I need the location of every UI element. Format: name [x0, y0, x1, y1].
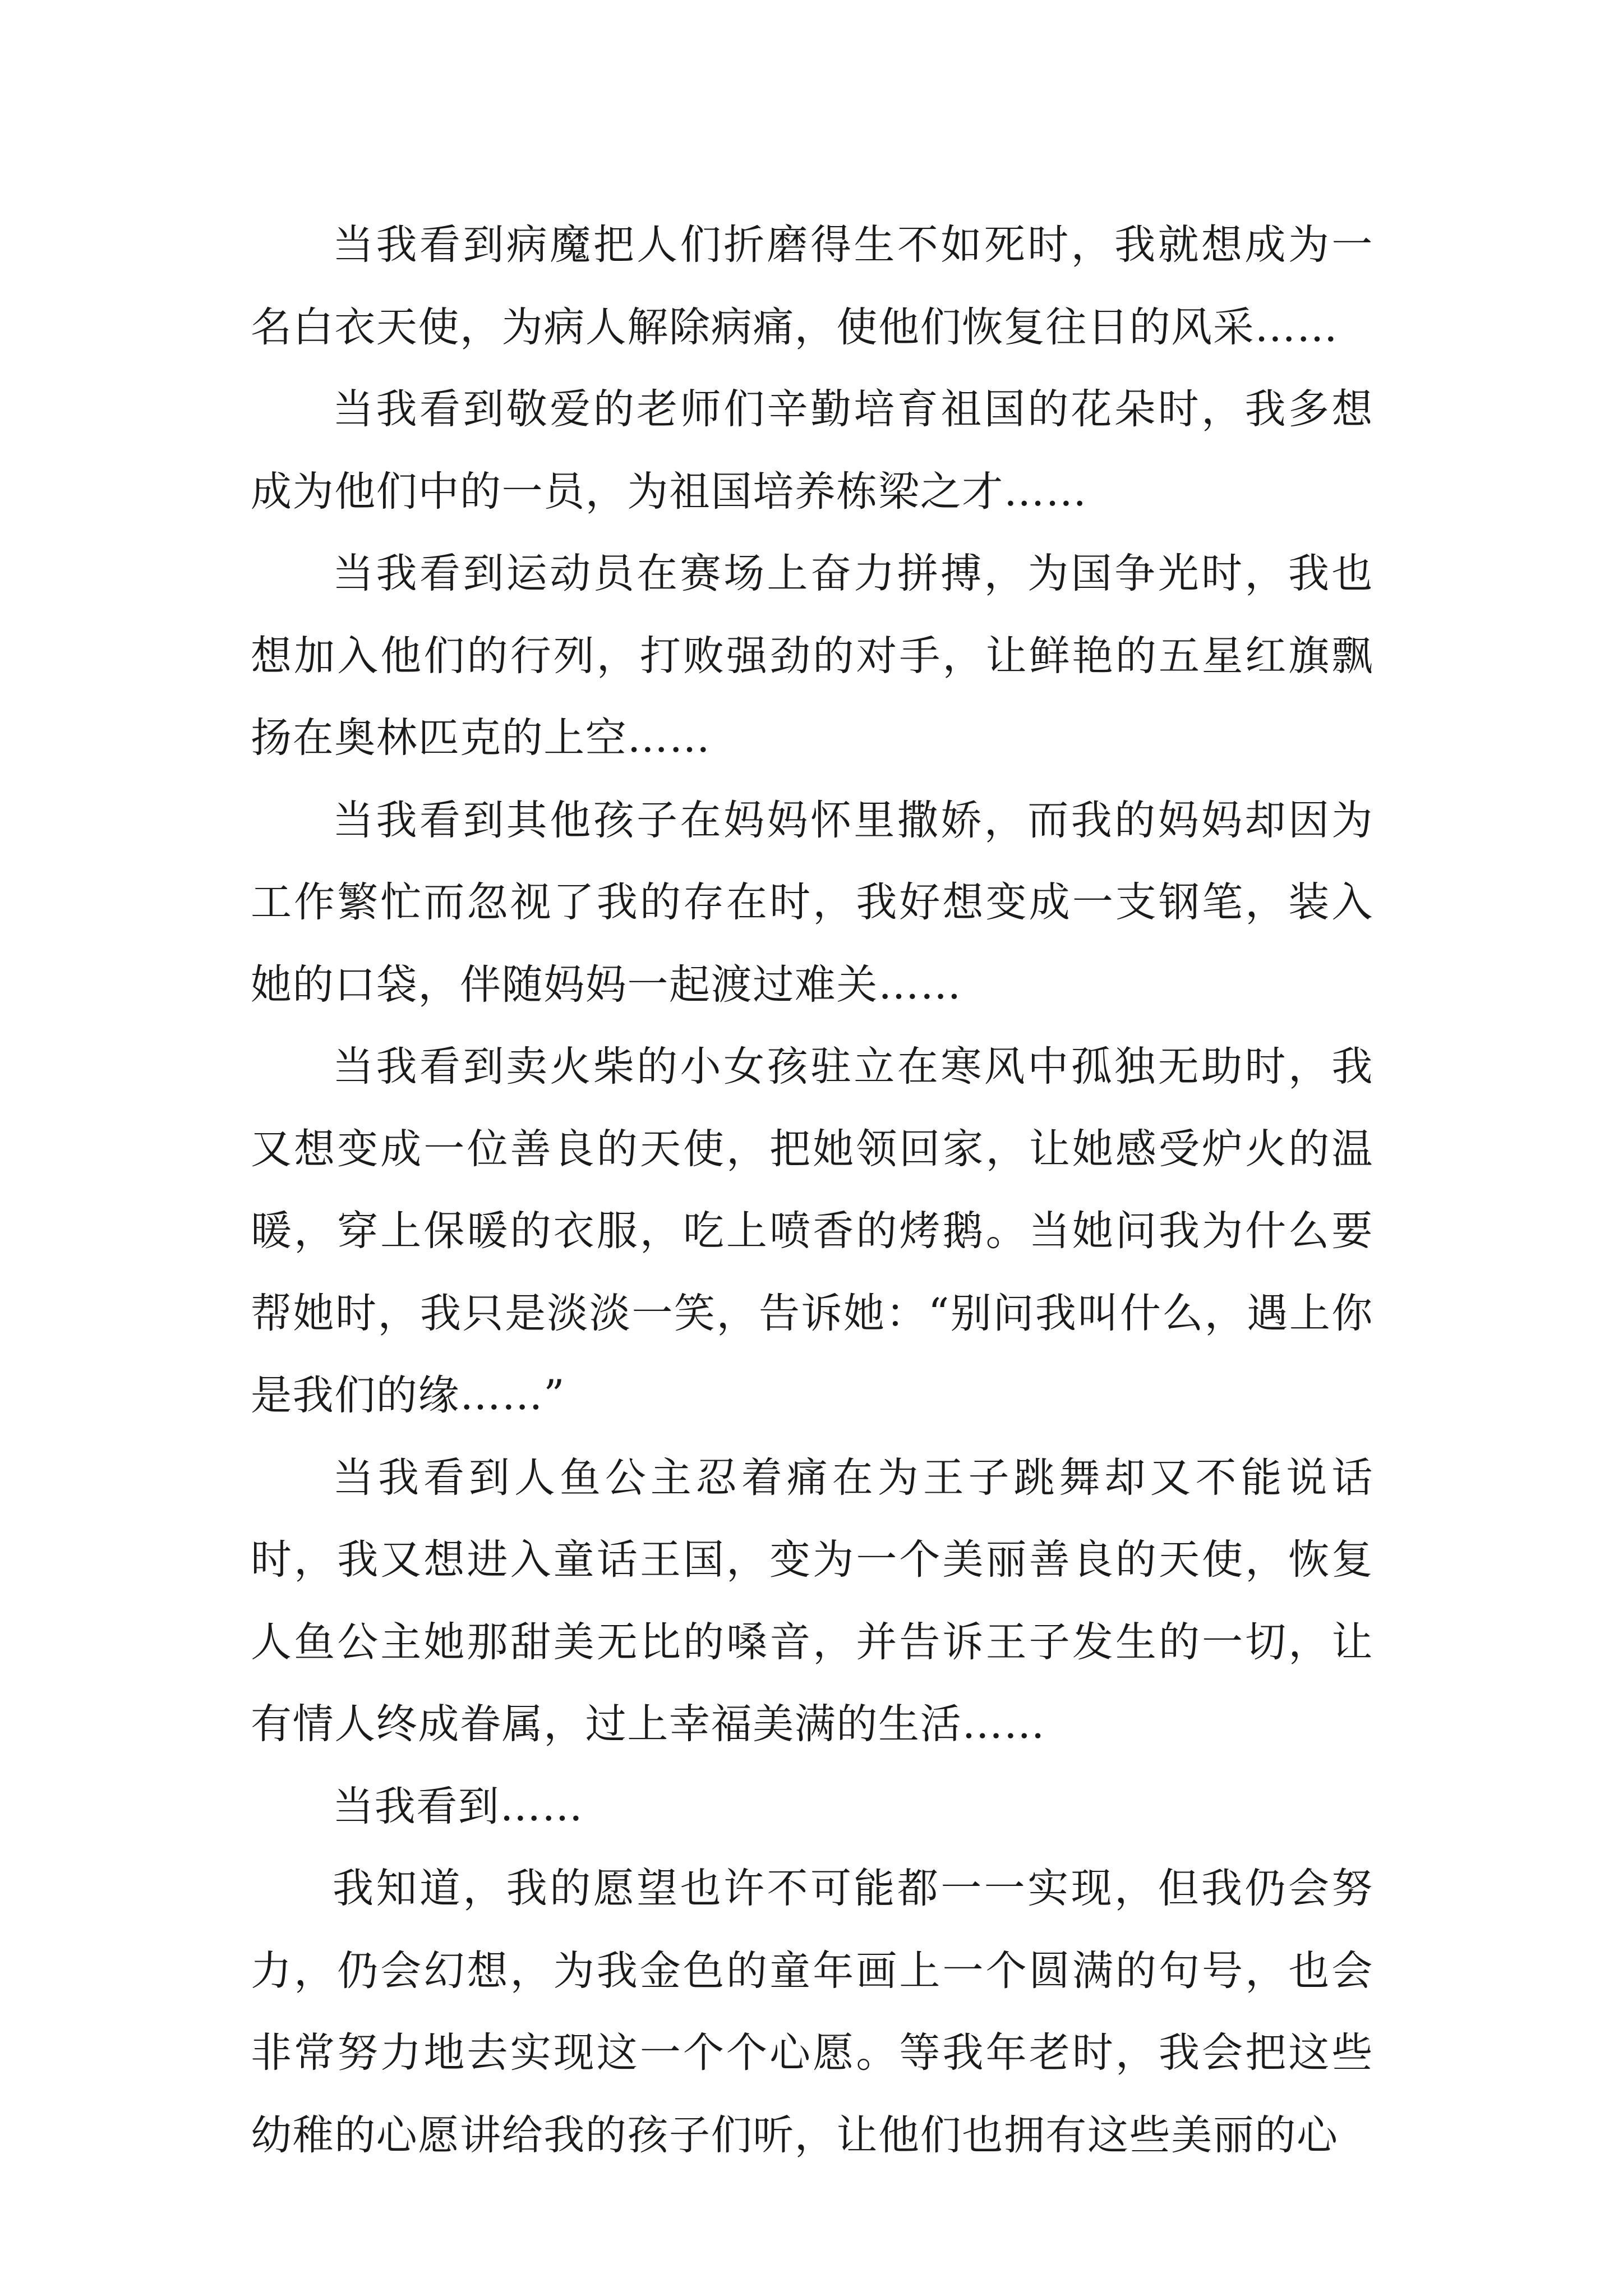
paragraph-8: 我知道，我的愿望也许不可能都一一实现，但我仍会努力，仍会幻想，为我金色的童年画上一个圆满的句号，也会非常努力地去实现这一个个心愿。等我年老时，我会把这些幼稚的心愿讲给我的孩子们听，让他们也拥有这些美丽的心 [251, 1865, 1373, 2159]
paragraph-2: 当我看到敬爱的老师们辛勤培育祖国的花朵时，我多想成为他们中的一员，为祖国培养栋梁之才…… [251, 385, 1373, 516]
document-body [251, 204, 1373, 2177]
paragraph-5: 当我看到卖火柴的小女孩驻立在寒风中孤独无助时，我又想变成一位善良的天使，把她领回家，让她感受炉火的温暖，穿上保暖的衣服，吃上喷香的烤鹅。当她问我为什么要帮她时，我只是淡淡一笑，告诉她：“别问我叫什么，遇上你是我们的缘……” [251, 1043, 1373, 1419]
paragraph-6: 当我看到人鱼公主忍着痛在为王子跳舞却又不能说话时，我又想进入童话王国，变为一个美丽善良的天使，恢复人鱼公主她那甜美无比的嗓音，并告诉王子发生的一切，让有情人终成眷属，过上幸福美满的生活…… [251, 1453, 1373, 1748]
paragraph-7: 当我看到…… [333, 1782, 584, 1830]
paragraph-3: 当我看到运动员在赛场上奋力拼搏，为国争光时，我也想加入他们的行列，打败强劲的对手，让鲜艳的五星红旗飘扬在奥林匹克的上空…… [251, 550, 1373, 762]
paragraph-1: 当我看到病魔把人们折磨得生不如死时，我就想成为一名白衣天使，为病人解除病痛，使他们恢复往日的风采…… [251, 221, 1373, 351]
paragraph-4: 当我看到其他孩子在妈妈怀里撒娇，而我的妈妈却因为工作繁忙而忽视了我的存在时，我好想变成一支钢笔，装入她的口袋，伴随妈妈一起渡过难关…… [251, 796, 1373, 1009]
